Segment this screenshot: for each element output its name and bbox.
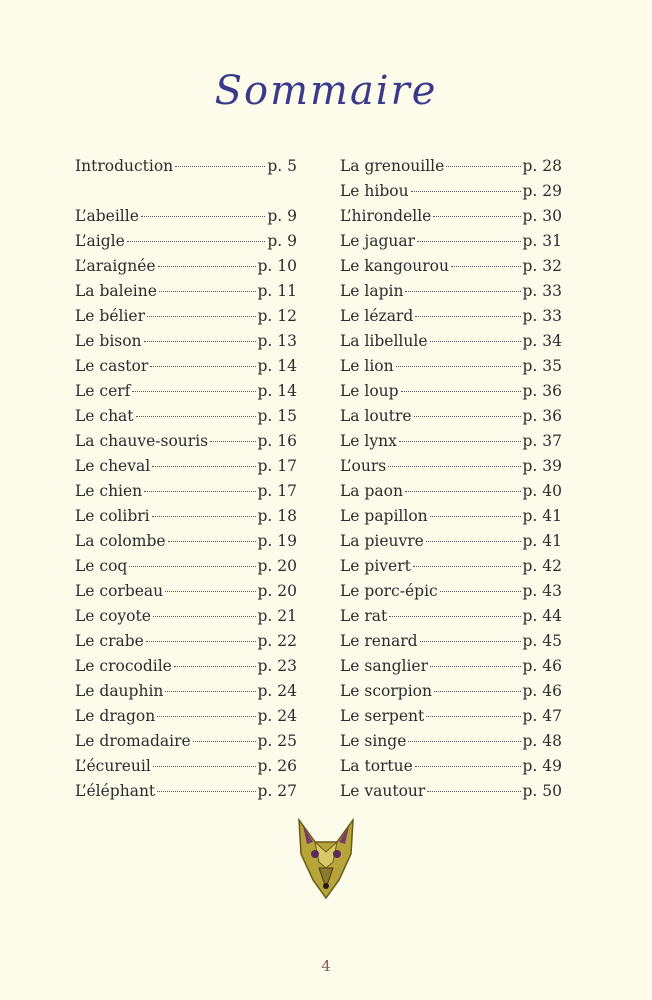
toc-entry[interactable] bbox=[75, 704, 297, 729]
toc-leader-dots bbox=[430, 515, 521, 517]
toc-entry-title: La colombe bbox=[75, 532, 166, 550]
toc-leader-dots bbox=[144, 490, 255, 492]
toc-leader-dots bbox=[420, 640, 521, 642]
toc-leader-dots bbox=[426, 540, 521, 542]
toc-leader-dots bbox=[401, 390, 521, 392]
toc-entry-page: p. 42 bbox=[522, 557, 562, 575]
toc-entry-page: p. 25 bbox=[257, 732, 297, 750]
toc-leader-dots bbox=[132, 390, 255, 392]
toc-leader-dots bbox=[168, 540, 256, 542]
toc-entry-title: L’abeille bbox=[75, 207, 139, 225]
toc-leader-dots bbox=[396, 365, 521, 367]
toc-entry-title: La libellule bbox=[340, 332, 428, 350]
toc-entry[interactable] bbox=[75, 479, 297, 504]
toc-leader-dots bbox=[399, 440, 521, 442]
toc-entry-title: Le coq bbox=[75, 557, 128, 575]
toc-entry[interactable] bbox=[75, 279, 297, 304]
toc-entry-page: p. 33 bbox=[522, 307, 562, 325]
toc-entry-title: Le chien bbox=[75, 482, 143, 500]
toc-entry-page: p. 40 bbox=[522, 482, 562, 500]
toc-entry-page: p. 16 bbox=[257, 432, 297, 450]
toc-entry-page: p. 14 bbox=[257, 357, 297, 375]
toc-entry-title: La paon bbox=[340, 482, 403, 500]
toc-entry[interactable] bbox=[75, 304, 297, 329]
toc-entry-title: L’aigle bbox=[75, 232, 125, 250]
toc-entry-title: Le pivert bbox=[340, 557, 411, 575]
toc-entry-title: Le colibri bbox=[75, 507, 150, 525]
toc-entry-title: Le scorpion bbox=[340, 682, 432, 700]
toc-leader-dots bbox=[129, 565, 255, 567]
toc-leader-dots bbox=[430, 665, 521, 667]
toc-leader-dots bbox=[417, 240, 521, 242]
toc-entry[interactable] bbox=[75, 254, 297, 279]
toc-entry[interactable] bbox=[340, 254, 562, 279]
toc-entry[interactable] bbox=[75, 754, 297, 779]
toc-entry[interactable] bbox=[340, 329, 562, 354]
toc-entry[interactable] bbox=[340, 304, 562, 329]
toc-entry-page: p. 45 bbox=[522, 632, 562, 650]
toc-entry[interactable] bbox=[340, 229, 562, 254]
toc-entry-page: p. 46 bbox=[522, 657, 562, 675]
toc-leader-dots bbox=[408, 740, 520, 742]
toc-entry[interactable] bbox=[340, 579, 562, 604]
toc-entry[interactable] bbox=[75, 554, 297, 579]
toc-leader-dots bbox=[157, 715, 255, 717]
toc-entry-title: Le sanglier bbox=[340, 657, 428, 675]
toc-entry-page: p. 36 bbox=[522, 407, 562, 425]
toc-spacer bbox=[75, 179, 297, 204]
toc-leader-dots bbox=[193, 740, 256, 742]
toc-leader-dots bbox=[411, 190, 521, 192]
toc-entry-title: La pieuvre bbox=[340, 532, 424, 550]
toc-entry-title: Le papillon bbox=[340, 507, 428, 525]
toc-entry-title: Le coyote bbox=[75, 607, 151, 625]
toc-leader-dots bbox=[434, 690, 521, 692]
toc-entry-page: p. 9 bbox=[267, 207, 297, 225]
toc-entry-title: Le crabe bbox=[75, 632, 144, 650]
toc-entry[interactable] bbox=[340, 604, 562, 629]
page-number: 4 bbox=[321, 957, 331, 975]
toc-leader-dots bbox=[430, 340, 521, 342]
toc-entry[interactable] bbox=[75, 204, 297, 229]
toc-entry[interactable] bbox=[340, 379, 562, 404]
toc-entry-title: L’hirondelle bbox=[340, 207, 432, 225]
toc-entry[interactable] bbox=[340, 779, 562, 804]
toc-leader-dots bbox=[146, 640, 256, 642]
toc-entry[interactable] bbox=[75, 229, 297, 254]
page-title: Sommaire bbox=[214, 68, 438, 114]
toc-entry-title: Le lézard bbox=[340, 307, 414, 325]
toc-entry-page: p. 24 bbox=[257, 682, 297, 700]
toc-entry-title: Le dragon bbox=[75, 707, 156, 725]
toc-entry-title: Le rat bbox=[340, 607, 388, 625]
toc-entry-page: p. 18 bbox=[257, 507, 297, 525]
toc-leader-dots bbox=[174, 665, 256, 667]
toc-entry-title: Le dauphin bbox=[75, 682, 164, 700]
toc-entry-page: p. 31 bbox=[522, 232, 562, 250]
toc-entry-page: p. 10 bbox=[257, 257, 297, 275]
toc-entry-title: Le jaguar bbox=[340, 232, 415, 250]
toc-entry-title: Le vautour bbox=[340, 782, 426, 800]
toc-entry[interactable] bbox=[75, 779, 297, 804]
toc-entry[interactable] bbox=[340, 479, 562, 504]
toc-entry-page: p. 11 bbox=[257, 282, 297, 300]
toc-leader-dots bbox=[405, 490, 521, 492]
toc-entry[interactable] bbox=[340, 404, 562, 429]
toc-entry-page: p. 44 bbox=[522, 607, 562, 625]
toc-entry-page: p. 43 bbox=[522, 582, 562, 600]
toc-entry-page: p. 17 bbox=[257, 457, 297, 475]
toc-entry[interactable] bbox=[340, 154, 562, 179]
toc-leader-dots bbox=[157, 790, 255, 792]
toc-leader-dots bbox=[152, 515, 256, 517]
toc-entry-title: Le chat bbox=[75, 407, 134, 425]
toc-entry-page: p. 33 bbox=[522, 282, 562, 300]
toc-leader-dots bbox=[141, 215, 265, 217]
toc-entry-page: p. 41 bbox=[522, 507, 562, 525]
toc-entry[interactable] bbox=[75, 579, 297, 604]
toc-entry[interactable] bbox=[75, 329, 297, 354]
toc-entry-page: p. 46 bbox=[522, 682, 562, 700]
toc-leader-dots bbox=[451, 265, 521, 267]
toc-leader-dots bbox=[159, 290, 256, 292]
toc-entry-page: p. 23 bbox=[257, 657, 297, 675]
toc-entry-page: p. 9 bbox=[267, 232, 297, 250]
toc-entry-title: Le dromadaire bbox=[75, 732, 191, 750]
toc-entry-page: p. 26 bbox=[257, 757, 297, 775]
toc-leader-dots bbox=[405, 290, 520, 292]
toc-leader-dots bbox=[165, 590, 255, 592]
toc-entry-page: p. 29 bbox=[522, 182, 562, 200]
toc-entry-title: Le cerf bbox=[75, 382, 131, 400]
toc-entry-title: Le castor bbox=[75, 357, 149, 375]
toc-entry[interactable] bbox=[75, 629, 297, 654]
toc-entry[interactable] bbox=[340, 679, 562, 704]
toc-entry-title: Le lion bbox=[340, 357, 394, 375]
toc-entry-page: p. 50 bbox=[522, 782, 562, 800]
toc-entry-page: p. 32 bbox=[522, 257, 562, 275]
toc-entry-title: Le cheval bbox=[75, 457, 151, 475]
toc-entry-title: Le lynx bbox=[340, 432, 397, 450]
toc-entry-title: Le corbeau bbox=[75, 582, 164, 600]
toc-entry[interactable] bbox=[75, 404, 297, 429]
toc-entry[interactable] bbox=[75, 454, 297, 479]
toc-entry-page: p. 19 bbox=[257, 532, 297, 550]
toc-leader-dots bbox=[152, 465, 255, 467]
toc-entry-title: Le bélier bbox=[75, 307, 145, 325]
toc-entry-title: La grenouille bbox=[340, 157, 445, 175]
toc-entry[interactable] bbox=[75, 154, 297, 179]
toc-leader-dots bbox=[153, 765, 256, 767]
toc-entry[interactable] bbox=[75, 679, 297, 704]
toc-leader-dots bbox=[165, 690, 255, 692]
toc-leader-dots bbox=[136, 415, 256, 417]
toc-entry-page: p. 34 bbox=[522, 332, 562, 350]
toc-leader-dots bbox=[150, 365, 255, 367]
toc-entry-title: Le crocodile bbox=[75, 657, 172, 675]
toc-entry-page: p. 35 bbox=[522, 357, 562, 375]
toc-entry[interactable] bbox=[340, 754, 562, 779]
toc-entry[interactable] bbox=[340, 354, 562, 379]
toc-entry[interactable] bbox=[340, 429, 562, 454]
toc-leader-dots bbox=[158, 265, 256, 267]
toc-entry-page: p. 47 bbox=[522, 707, 562, 725]
toc-entry-page: p. 41 bbox=[522, 532, 562, 550]
toc-entry-page: p. 36 bbox=[522, 382, 562, 400]
toc-entry-page: p. 20 bbox=[257, 557, 297, 575]
toc-entry[interactable] bbox=[340, 454, 562, 479]
toc-leader-dots bbox=[153, 615, 256, 617]
toc-entry[interactable] bbox=[75, 529, 297, 554]
toc-entry-title: La loutre bbox=[340, 407, 412, 425]
toc-entry[interactable] bbox=[340, 279, 562, 304]
toc-entry[interactable] bbox=[340, 704, 562, 729]
toc-entry-page: p. 27 bbox=[257, 782, 297, 800]
toc-entry-title: Le lapin bbox=[340, 282, 404, 300]
toc-entry-page: p. 13 bbox=[257, 332, 297, 350]
toc-leader-dots bbox=[175, 165, 265, 167]
toc-entry-page: p. 39 bbox=[522, 457, 562, 475]
toc-leader-dots bbox=[440, 590, 521, 592]
toc-entry[interactable] bbox=[340, 654, 562, 679]
toc-entry-page: p. 12 bbox=[257, 307, 297, 325]
toc-entry-page: p. 21 bbox=[257, 607, 297, 625]
toc-entry-title: Introduction bbox=[75, 157, 174, 175]
toc-entry-title: La tortue bbox=[340, 757, 413, 775]
toc-leader-dots bbox=[127, 240, 266, 242]
toc-leader-dots bbox=[433, 215, 520, 217]
toc-leader-dots bbox=[415, 315, 520, 317]
toc-entry-title: L’écureuil bbox=[75, 757, 151, 775]
toc-entry[interactable] bbox=[75, 729, 297, 754]
toc-leader-dots bbox=[144, 340, 256, 342]
toc-entry[interactable] bbox=[75, 354, 297, 379]
toc-entry-page: p. 30 bbox=[522, 207, 562, 225]
toc-entry-title: La chauve-souris bbox=[75, 432, 209, 450]
toc-entry-title: Le serpent bbox=[340, 707, 425, 725]
toc-entry[interactable] bbox=[75, 379, 297, 404]
toc-leader-dots bbox=[210, 440, 255, 442]
toc-entry-page: p. 14 bbox=[257, 382, 297, 400]
toc-leader-dots bbox=[415, 765, 521, 767]
toc-entry-page: p. 15 bbox=[257, 407, 297, 425]
toc-entry-page: p. 5 bbox=[267, 157, 297, 175]
toc-entry-title: Le porc-épic bbox=[340, 582, 438, 600]
toc-entry[interactable] bbox=[340, 629, 562, 654]
toc-leader-dots bbox=[388, 465, 520, 467]
toc-entry-page: p. 24 bbox=[257, 707, 297, 725]
toc-entry-page: p. 17 bbox=[257, 482, 297, 500]
toc-entry[interactable] bbox=[340, 529, 562, 554]
toc-entry[interactable] bbox=[340, 554, 562, 579]
toc-entry-title: Le hibou bbox=[340, 182, 409, 200]
toc-left-column bbox=[75, 154, 297, 804]
toc-right-column bbox=[340, 154, 562, 804]
toc-entry-page: p. 37 bbox=[522, 432, 562, 450]
toc-leader-dots bbox=[147, 315, 256, 317]
toc-leader-dots bbox=[446, 165, 520, 167]
toc-entry-title: Le kangourou bbox=[340, 257, 449, 275]
toc-entry-page: p. 49 bbox=[522, 757, 562, 775]
toc-entry-title: Le loup bbox=[340, 382, 399, 400]
toc-entry-page: p. 48 bbox=[522, 732, 562, 750]
toc-entry[interactable] bbox=[340, 504, 562, 529]
toc-entry[interactable] bbox=[75, 654, 297, 679]
toc-entry-title: Le bison bbox=[75, 332, 142, 350]
toc-entry[interactable] bbox=[340, 204, 562, 229]
toc-entry-page: p. 22 bbox=[257, 632, 297, 650]
toc-leader-dots bbox=[389, 615, 520, 617]
toc-entry-page: p. 28 bbox=[522, 157, 562, 175]
toc-leader-dots bbox=[413, 565, 521, 567]
toc-leader-dots bbox=[426, 715, 520, 717]
toc-entry-page: p. 20 bbox=[257, 582, 297, 600]
toc-entry[interactable] bbox=[75, 504, 297, 529]
toc-leader-dots bbox=[414, 415, 521, 417]
toc-entry-title: Le singe bbox=[340, 732, 407, 750]
toc-entry-title: La baleine bbox=[75, 282, 157, 300]
toc-entry[interactable] bbox=[75, 429, 297, 454]
toc-leader-dots bbox=[427, 790, 520, 792]
toc-entry-title: Le renard bbox=[340, 632, 418, 650]
fox-head-icon bbox=[293, 818, 359, 900]
toc-entry-title: L’araignée bbox=[75, 257, 156, 275]
toc-entry-title: L’ours bbox=[340, 457, 387, 475]
toc-entry-title: L’éléphant bbox=[75, 782, 156, 800]
toc-entry[interactable] bbox=[340, 179, 562, 204]
toc-entry[interactable] bbox=[340, 729, 562, 754]
toc-entry[interactable] bbox=[75, 604, 297, 629]
